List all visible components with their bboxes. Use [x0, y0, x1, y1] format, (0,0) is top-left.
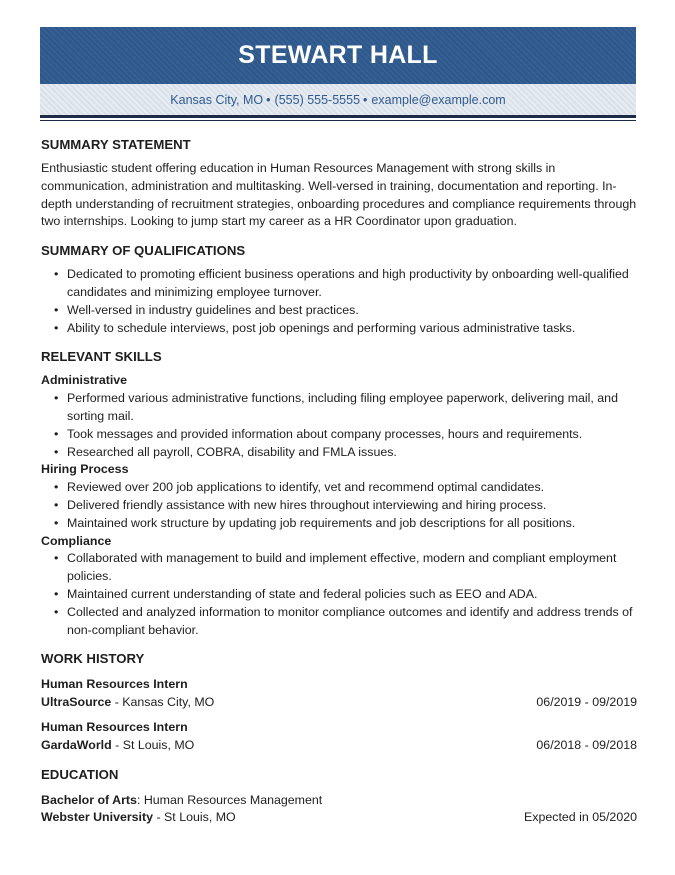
section-title: WORK HISTORY	[41, 651, 145, 667]
school-name: Webster University	[41, 810, 154, 825]
company-location: - St Louis, MO	[111, 737, 195, 752]
job-entry	[41, 719, 637, 755]
job-title: Human Resources Intern	[41, 677, 188, 692]
list-item: • Well-versed in industry guidelines and best practices.	[41, 302, 637, 320]
school-location: - St Louis, MO	[153, 810, 236, 825]
qualifications-list	[41, 266, 637, 337]
list-item: • Maintained work structure by updating job requirements and job descriptions for all positions.	[41, 515, 637, 533]
list-item: • Researched all payroll, COBRA, disability and FMLA issues.	[41, 444, 637, 462]
job-dates: 06/2019 - 09/2019	[536, 695, 637, 710]
contact-phone: (555) 555-5555	[274, 92, 361, 107]
job-detail-row	[41, 737, 637, 755]
company-name: GardaWorld	[41, 737, 112, 752]
section-title: SUMMARY OF QUALIFICATIONS	[41, 243, 246, 259]
skills-section	[41, 348, 637, 639]
skill-group-list	[41, 390, 637, 461]
skill-group-title: Compliance	[41, 533, 112, 548]
school	[41, 809, 236, 827]
list-item: • Collected and analyzed information to monitor compliance outcomes and identify and address trends of non-compliant behavior.	[41, 604, 637, 640]
job-employer	[41, 694, 214, 712]
list-item: • Performed various administrative functions, including filing employee paperwork, delivering mail, and sorting mail.	[41, 390, 637, 426]
school-row	[41, 809, 637, 827]
education-section	[41, 766, 637, 828]
contact-separator: •	[266, 92, 271, 107]
skill-group-title: Hiring Process	[41, 462, 129, 477]
list-item: • Reviewed over 200 job applications to identify, vet and recommend optimal candidates.	[41, 479, 637, 497]
list-item: • Took messages and provided information about company processes, hours and requirements.	[41, 426, 637, 444]
name-header	[40, 27, 636, 84]
summary-section	[41, 136, 637, 231]
contact-separator: •	[363, 92, 368, 107]
degree-line	[41, 792, 637, 810]
graduation-date: Expected in 05/2020	[524, 810, 637, 825]
skill-group-list	[41, 550, 637, 639]
contact-email[interactable]: example@example.com	[371, 92, 506, 107]
job-title: Human Resources Intern	[41, 719, 188, 734]
section-title: EDUCATION	[41, 766, 119, 782]
degree-field: : Human Resources Management	[136, 792, 323, 807]
qualifications-section	[41, 242, 637, 337]
job-employer	[41, 737, 194, 755]
list-item: • Maintained current understanding of state and federal policies such as EEO and ADA.	[41, 586, 637, 604]
company-location: - Kansas City, MO	[111, 695, 215, 710]
list-item: • Delivered friendly assistance with new hires throughout interviewing and hiring process.	[41, 497, 637, 515]
degree-name: Bachelor of Arts	[41, 792, 137, 807]
header-divider-thick	[40, 115, 636, 118]
job-dates: 06/2018 - 09/2018	[536, 737, 637, 752]
job-detail-row	[41, 694, 637, 712]
list-item: • Dedicated to promoting efficient business operations and high productivity by onboarding well-qualified candidates and minimizing employee turnover.	[41, 266, 637, 302]
company-name: UltraSource	[41, 695, 112, 710]
resume-body	[41, 136, 637, 827]
contact-bar	[40, 84, 636, 115]
section-title: RELEVANT SKILLS	[41, 349, 162, 365]
skill-group-title: Administrative	[41, 373, 128, 388]
job-entry	[41, 676, 637, 712]
header-divider-thin	[40, 120, 636, 121]
section-title: SUMMARY STATEMENT	[41, 137, 191, 152]
contact-location: Kansas City, MO	[170, 92, 264, 107]
list-item: • Collaborated with management to build and implement effective, modern and compliant employment policies.	[41, 550, 637, 586]
work-history-section	[41, 650, 637, 754]
candidate-name: STEWART HALL	[238, 41, 438, 69]
list-item: • Ability to schedule interviews, post job openings and performing various administrative tasks.	[41, 320, 637, 338]
summary-text: Enthusiastic student offering education in Human Resources Management with strong skills in communication, administration and multitasking. Well-versed in training, documentation and reporting. In-depth understanding of recruitment strategies, onboarding procedures and compliance requirements through two internships. Looking to jump start my career as a HR Coordinator upon graduation.	[41, 161, 637, 229]
skill-group-list	[41, 479, 637, 532]
